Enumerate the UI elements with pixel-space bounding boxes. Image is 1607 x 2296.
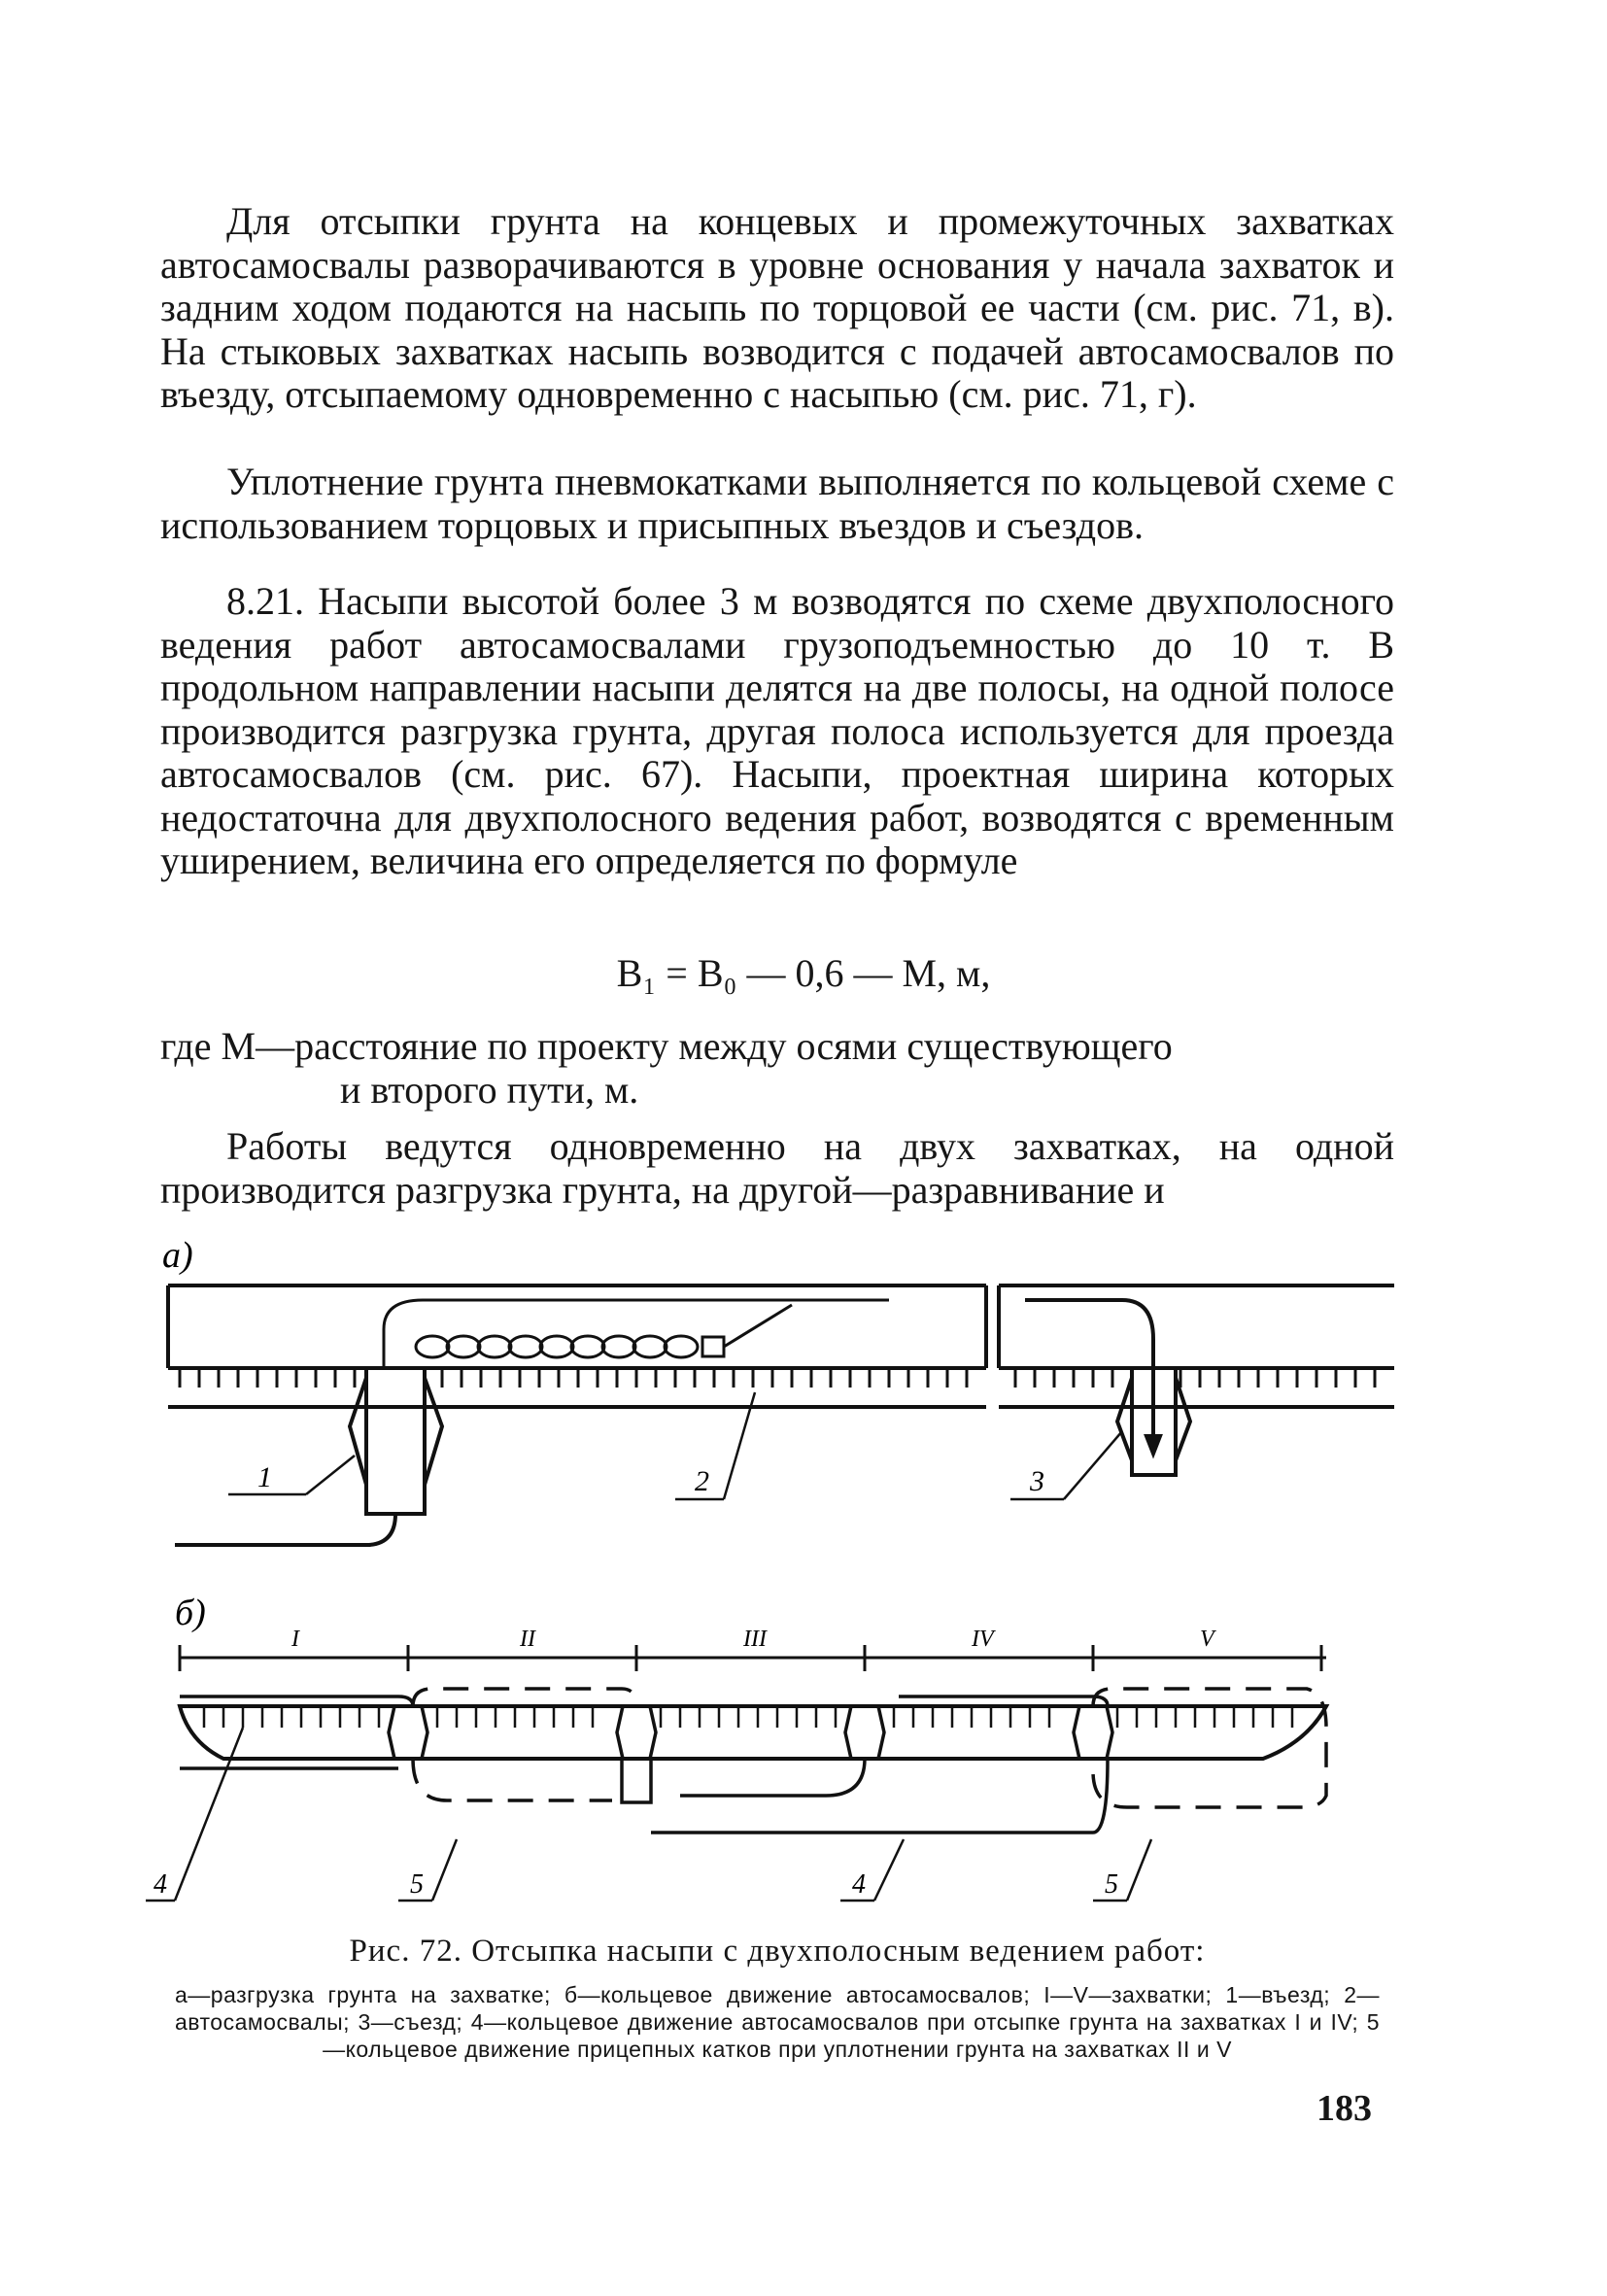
paragraph-3: 8.21. Насыпи высотой более 3 м возводятся по схеме двухполосного ведения работ автосамосвалами грузоподъемностью до 10 т. В продольном направлении насыпи делятся на две полосы, на одной полосе производится разгрузка грунта, другая полоса используется для проезда автосамосвалов (см. рис. 67). Насыпи, проектная ширина которых недостаточна для двухполосного ведения работ, возводятся с временным уширением, величина его определяется по формуле xyxy=(160,579,1394,882)
callout-4-right: 4 xyxy=(852,1869,866,1900)
page-number: 183 xyxy=(1316,2088,1372,2129)
figure-caption xyxy=(175,1934,1380,2063)
callout-2: 2 xyxy=(695,1465,709,1497)
where-line-1: где М—расстояние по проекту между осями существующего xyxy=(160,1024,1173,1068)
section-III: III xyxy=(743,1627,767,1652)
callout-3: 3 xyxy=(1030,1465,1044,1497)
callout-5-right: 5 xyxy=(1105,1869,1118,1900)
paragraph-4: Работы ведутся одновременно на двух захватках, на одной производится разгрузка грунта, на другой—разравнивание и xyxy=(160,1124,1394,1212)
figure-a xyxy=(151,1232,1414,1592)
entrance-ramp xyxy=(175,1368,442,1545)
caption-title: Рис. 72. Отсыпка насыпи с двухполосным ведением работ: xyxy=(349,1934,1206,1969)
callout-5-left: 5 xyxy=(410,1869,424,1900)
callout-4-left: 4 xyxy=(154,1869,167,1900)
paragraph-1: Для отсыпки грунта на концевых и промежуточных захватках автосамосвалы разворачиваются в уровне основания у начала захваток и задним ходом подаются на насыпь по торцовой ее части (см. рис. 71, в). На стыковых захватках насыпь возводится с подачей автосамосвалов по въезду, отсыпаемому одновременно с насыпью (см. рис. 71, г). xyxy=(160,199,1394,416)
paragraph-2: Уплотнение грунта пневмокатками выполняется по кольцевой схеме с использованием торцовых и присыпных въездов и съездов. xyxy=(160,460,1394,547)
figure-b-label: б) xyxy=(175,1593,206,1633)
embankment xyxy=(180,1706,1326,1759)
where-line-2: и второго пути, м. xyxy=(340,1067,639,1112)
section-II: II xyxy=(520,1627,535,1652)
section-I: I xyxy=(291,1627,299,1652)
formula: B₁ = B₀ — 0,6 — M, м, xyxy=(616,951,991,995)
formula-explanation xyxy=(160,1025,1394,1112)
callout-1: 1 xyxy=(257,1461,272,1493)
section-V: V xyxy=(1200,1627,1214,1652)
figure-a-label: а) xyxy=(162,1235,193,1276)
section-IV: IV xyxy=(972,1627,994,1652)
dump-trucks xyxy=(384,1300,889,1368)
caption-description: а—разгрузка грунта на захватке; б—кольцевое движение автосамосвалов; I—V—захватки; 1—въезд; 2—автосамосвалы; 3—съезд; 4—кольцевое движение автосамосвалов при отсыпке грунта на захватках I и IV; 5—кольцевое движение прицепных катков при уплотнении грунта на захватках II и V xyxy=(175,1982,1380,2062)
figure-b xyxy=(136,1592,1409,1912)
